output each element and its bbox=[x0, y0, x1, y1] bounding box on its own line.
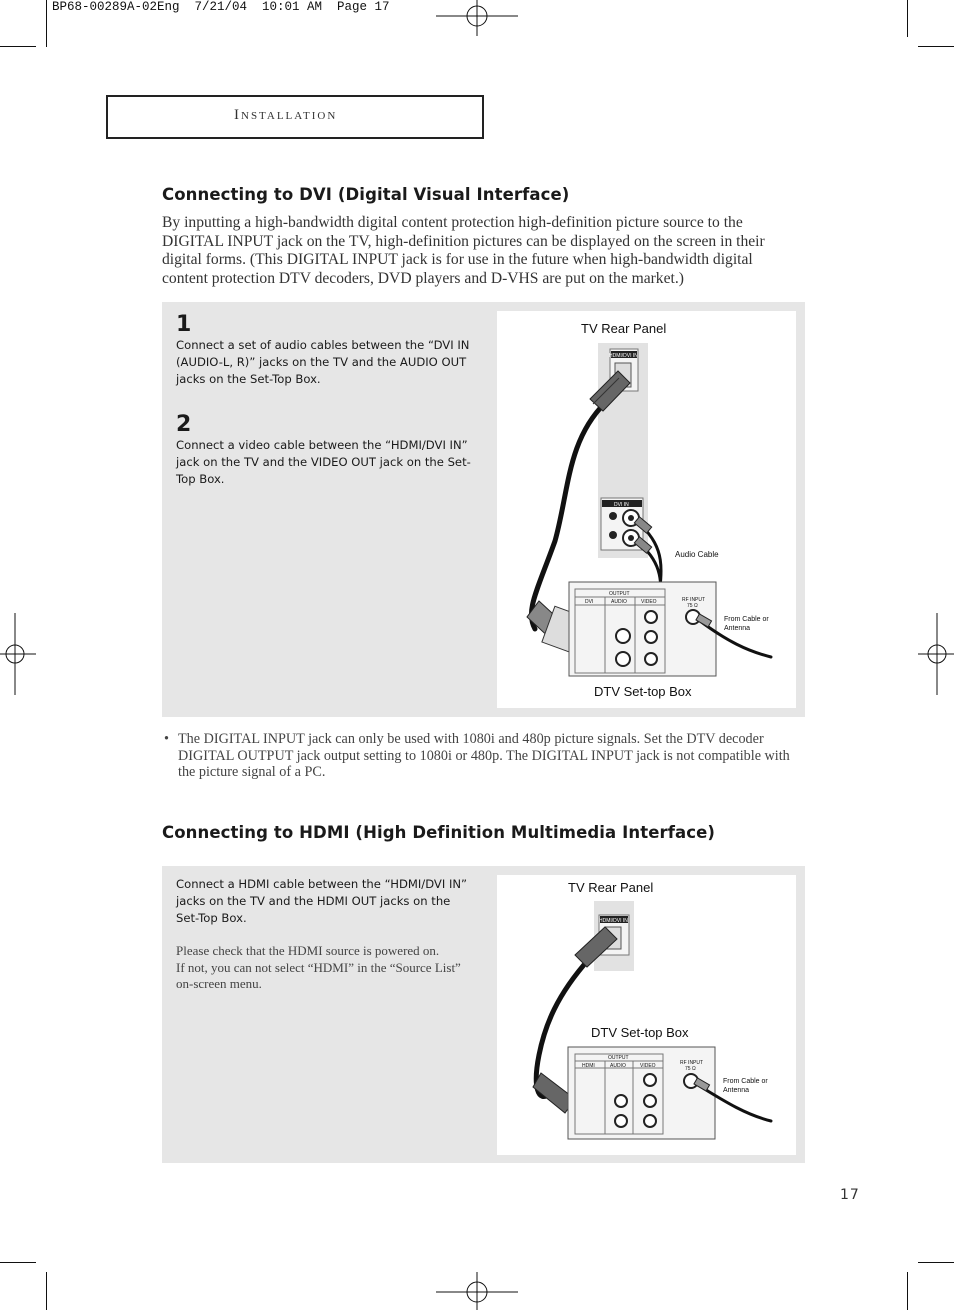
crop-mark bbox=[907, 0, 908, 37]
section-title: Installation bbox=[234, 107, 338, 123]
set-top-box-label: DTV Set-top Box bbox=[594, 684, 692, 699]
step-text: Connect a HDMI cable between the “HDMI/DVI IN” jacks on the TV and the HDMI OUT jacks on the Set-Top Box. bbox=[176, 877, 468, 925]
digital-input-note: The DIGITAL INPUT jack can only be used with 1080i and 480p picture signals. Set the DTV decoder DIGITAL OUTPUT jack output setting to 1080i or 480p. The DIGITAL INPUT jack is not compatible with the picture signal of a PC. bbox=[178, 731, 790, 780]
step-text: Connect a set of audio cables between the “DVI IN (AUDIO-L, R)” jacks on the TV and the AUDIO OUT jacks on the Set-Top Box. bbox=[176, 338, 470, 386]
audio-column-label: AUDIO bbox=[610, 1063, 626, 1069]
video-column-label: VIDEO bbox=[641, 599, 657, 605]
rf-input-label: RF INPUT bbox=[680, 1060, 704, 1066]
crop-mark bbox=[0, 46, 36, 47]
crop-mark bbox=[907, 1272, 908, 1310]
rf-input-label: RF INPUT bbox=[682, 597, 706, 603]
registration-mark-bottom bbox=[436, 1272, 518, 1310]
crop-mark bbox=[918, 46, 954, 47]
crop-mark bbox=[0, 1262, 36, 1263]
audio-cable-label: Audio Cable bbox=[675, 550, 719, 559]
step-number: 2 bbox=[176, 412, 192, 437]
dvi-column-label: DVI bbox=[585, 599, 594, 605]
crop-mark bbox=[46, 0, 47, 47]
hdmi-wiring-diagram bbox=[497, 875, 796, 1155]
hdmi-heading: Connecting to HDMI (High Definition Multimedia Interface) bbox=[162, 823, 716, 842]
from-cable-label: From Cable or bbox=[723, 1078, 768, 1085]
registration-mark-top bbox=[436, 0, 518, 36]
hdmi-connection-figure bbox=[497, 875, 796, 1155]
hdmi-power-note: Please check that the HDMI source is powered on. bbox=[176, 943, 440, 958]
dvi-in-jack-label: DVI IN bbox=[614, 502, 629, 508]
hdmi-jack-label: HDMI/DVI IN bbox=[599, 918, 628, 924]
print-slug: BP68-00289A-02Eng 7/21/04 10:01 AM Page 17 bbox=[52, 0, 390, 14]
from-cable-label: From Cable or bbox=[724, 616, 769, 623]
hdmi-column-label: HDMI bbox=[582, 1063, 595, 1069]
audio-column-label: AUDIO bbox=[611, 599, 627, 605]
registration-mark-left bbox=[0, 613, 36, 695]
crop-mark bbox=[918, 1262, 954, 1263]
tv-rear-panel-label: TV Rear Panel bbox=[568, 880, 654, 895]
ohm-label: 75 Ω bbox=[687, 603, 698, 609]
step-text: Connect a video cable between the “HDMI/DVI IN” jack on the TV and the VIDEO OUT jack on the Set-Top Box. bbox=[176, 438, 471, 486]
dvi-step-1 bbox=[176, 312, 476, 388]
dvi-wiring-diagram bbox=[497, 311, 796, 708]
registration-mark-right bbox=[918, 613, 954, 695]
step-number: 1 bbox=[176, 312, 192, 337]
dvi-intro: By inputting a high-bandwidth digital content protection high-definition picture source to the DIGITAL INPUT jack on the TV, high-definition pictures can be displayed on the screen in their digital forms. (This DIGITAL INPUT jack is for use in the future when high-bandwidth digital content protection DTV decoders, DVD players and D-VHS are put on the market.) bbox=[162, 214, 765, 287]
dvi-step-2 bbox=[176, 412, 476, 488]
section-header bbox=[106, 95, 484, 139]
output-label: OUTPUT bbox=[609, 591, 630, 597]
set-top-box-label: DTV Set-top Box bbox=[591, 1025, 689, 1040]
hdmi-source-list-note: If not, you can not select “HDMI” in the “Source List” on-screen menu. bbox=[176, 959, 461, 991]
dvi-connection-figure bbox=[497, 311, 796, 708]
crop-mark bbox=[46, 1272, 47, 1310]
tv-rear-panel-label: TV Rear Panel bbox=[581, 321, 667, 336]
output-label: OUTPUT bbox=[608, 1055, 629, 1061]
ohm-label: 75 Ω bbox=[685, 1066, 696, 1072]
antenna-label: Antenna bbox=[724, 625, 751, 632]
antenna-label: Antenna bbox=[723, 1087, 750, 1094]
page-number: 17 bbox=[840, 1187, 860, 1203]
video-column-label: VIDEO bbox=[640, 1063, 656, 1069]
bullet-dot: • bbox=[164, 731, 169, 747]
hdmi-jack-label: HDMI/DVI IN bbox=[609, 353, 638, 359]
dvi-heading: Connecting to DVI (Digital Visual Interface) bbox=[162, 185, 570, 204]
hdmi-step bbox=[176, 876, 468, 993]
